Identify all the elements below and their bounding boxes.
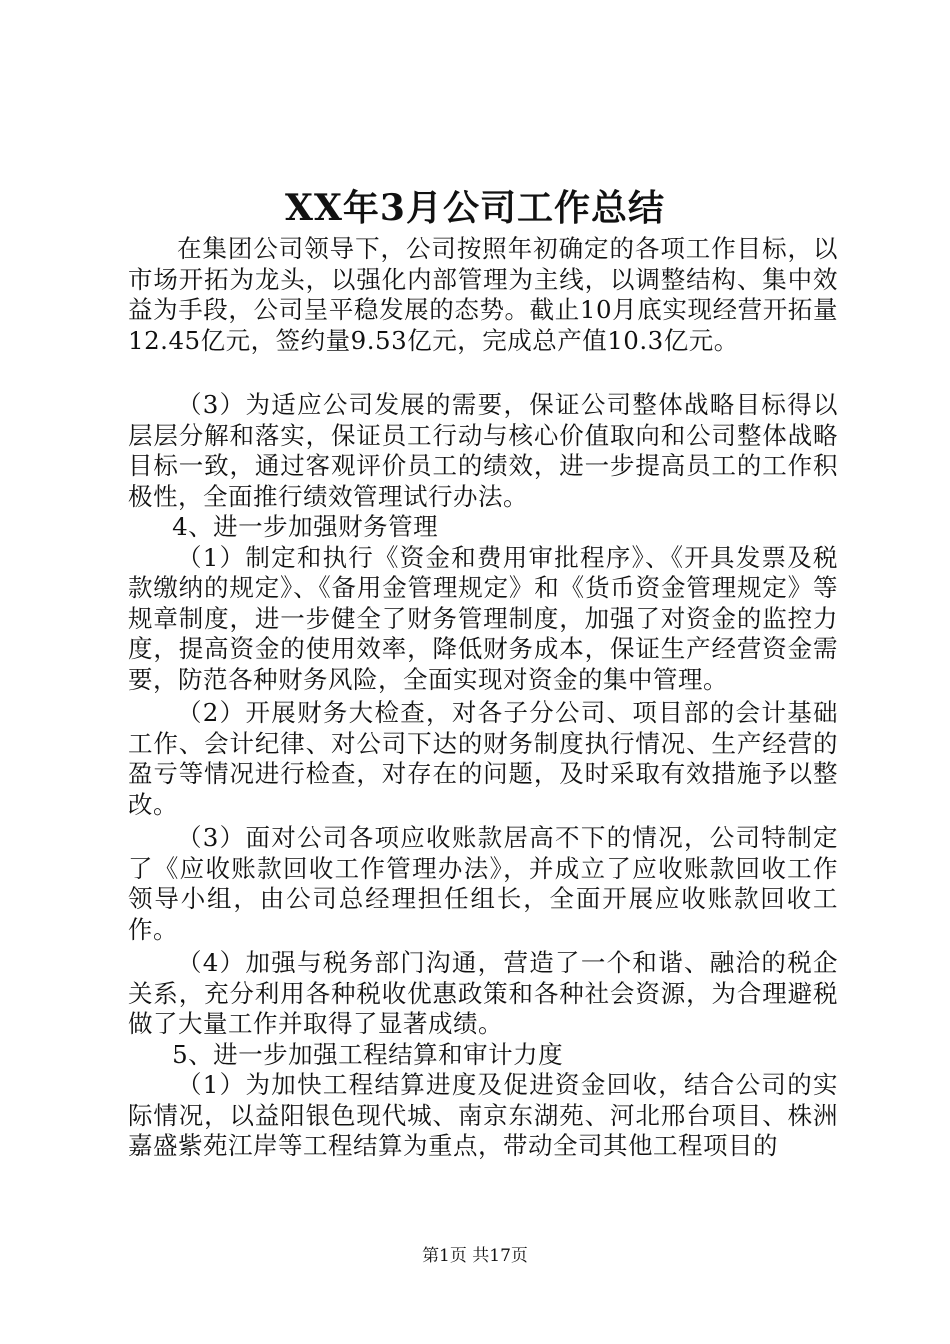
- section-heading-finance: 4、进一步加强财务管理: [172, 512, 439, 541]
- paragraph-tax-relations: （4）加强与税务部门沟通，营造了一个和谐、融洽的税企关系，充分利用各种税收优惠政策和各种社会资源，为合理避税做了大量工作并取得了显著成绩。: [128, 948, 838, 1038]
- paragraph-performance-management: （3）为适应公司发展的需要，保证公司整体战略目标得以层层分解和落实，保证员工行动与核心价值取向和公司整体战略目标一致，通过客观评价员工的绩效，进一步提高员工的工作积极性，全面推行绩效管理试行办法。: [128, 390, 838, 511]
- page-footer: 第1页 共17页: [422, 1246, 528, 1266]
- paragraph-finance-inspection: （2）开展财务大检查，对各子分公司、项目部的会计基础工作、会计纪律、对公司下达的财务制度执行情况、生产经营的盈亏等情况进行检查，对存在的问题，及时采取有效措施予以整改。: [128, 698, 838, 819]
- section-heading-settlement-audit: 5、进一步加强工程结算和审计力度: [172, 1039, 564, 1069]
- body-section: [128, 390, 838, 1162]
- paragraph-receivables: （3）面对公司各项应收账款居高不下的情况，公司特制定了《应收账款回收工作管理办法》，并成立了应收账款回收工作领导小组，由公司总经理担任组长，全面开展应收账款回收工作。: [128, 823, 838, 944]
- paragraph-finance-regulations: （1）制定和执行《资金和费用审批程序》、《开具发票及税款缴纳的规定》、《备用金管理规定》和《货币资金管理规定》等规章制度，进一步健全了财务管理制度，加强了对资金的监控力度，提高资金的使用效率，降低财务成本，保证生产经营资金需要，防范各种财务风险，全面实现对资金的集中管理。: [128, 542, 838, 694]
- paragraph-settlement: （1）为加快工程结算进度及促进资金回收，结合公司的实际情况，以益阳银色现代城、南京东湖苑、河北邢台项目、株洲嘉盛紫苑江岸等工程结算为重点，带动全司其他工程项目的: [128, 1070, 838, 1160]
- document-title: XX年3月公司工作总结: [285, 187, 665, 229]
- intro-section: [128, 234, 838, 356]
- intro-paragraph: 在集团公司领导下，公司按照年初确定的各项工作目标，以市场开拓为龙头，以强化内部管理为主线，以调整结构、集中效益为手段，公司呈平稳发展的态势。截止10月底实现经营开拓量12.45亿元，签约量9.53亿元，完成总产值10.3亿元。: [128, 234, 838, 355]
